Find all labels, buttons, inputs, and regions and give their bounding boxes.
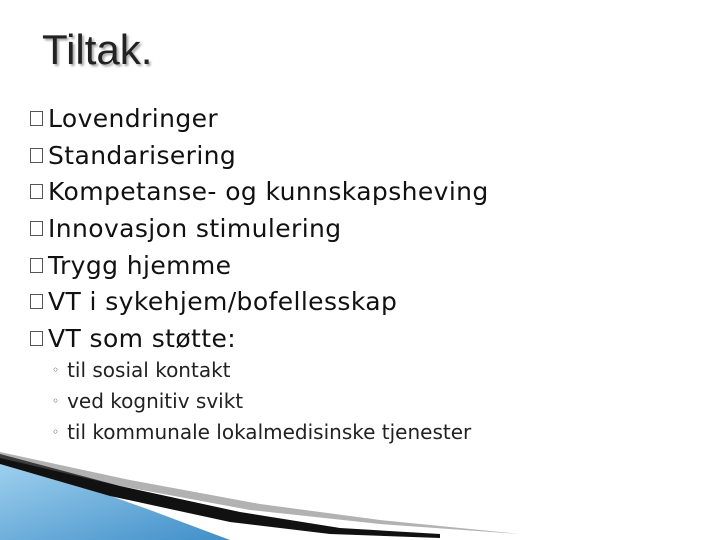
missing-glyph-box-icon — [30, 221, 43, 236]
bullet-text: Innovasjon stimulering — [48, 213, 342, 243]
missing-glyph-box-icon — [30, 331, 43, 346]
sub-bullet-text: ved kognitiv svikt — [67, 388, 244, 413]
sub-bullet-list — [52, 354, 471, 447]
bullet-item — [30, 283, 489, 320]
sub-bullet-item — [52, 354, 471, 385]
bullet-text: Standarisering — [48, 140, 237, 170]
bullet-item — [30, 100, 489, 137]
sub-bullet-text: til kommunale lokalmedisinske tjenester — [67, 419, 472, 444]
hollow-circle-icon: ◦ — [52, 393, 60, 408]
hollow-circle-icon: ◦ — [52, 424, 60, 439]
bullet-item — [30, 173, 489, 210]
missing-glyph-box-icon — [30, 111, 43, 126]
decorative-swoosh — [0, 440, 720, 540]
missing-glyph-box-icon — [30, 148, 43, 163]
hollow-circle-icon: ◦ — [52, 362, 60, 377]
bullet-item — [30, 210, 489, 247]
bullet-text: VT som støtte: — [48, 323, 237, 353]
missing-glyph-box-icon — [30, 184, 43, 199]
missing-glyph-box-icon — [30, 294, 43, 309]
slide-title: Tiltak. — [42, 26, 153, 73]
bullet-text: VT i sykehjem/bofellesskap — [48, 287, 398, 317]
sub-bullet-item — [52, 385, 471, 416]
bullet-item — [30, 247, 489, 284]
bullet-list — [30, 100, 489, 357]
sub-bullet-text: til sosial kontakt — [67, 357, 231, 382]
bullet-text: Lovendringer — [48, 103, 219, 133]
bullet-item — [30, 137, 489, 174]
bullet-text: Trygg hjemme — [48, 250, 232, 280]
missing-glyph-box-icon — [30, 258, 43, 273]
bullet-text: Kompetanse- og kunnskapsheving — [48, 177, 489, 207]
bullet-item — [30, 320, 489, 357]
